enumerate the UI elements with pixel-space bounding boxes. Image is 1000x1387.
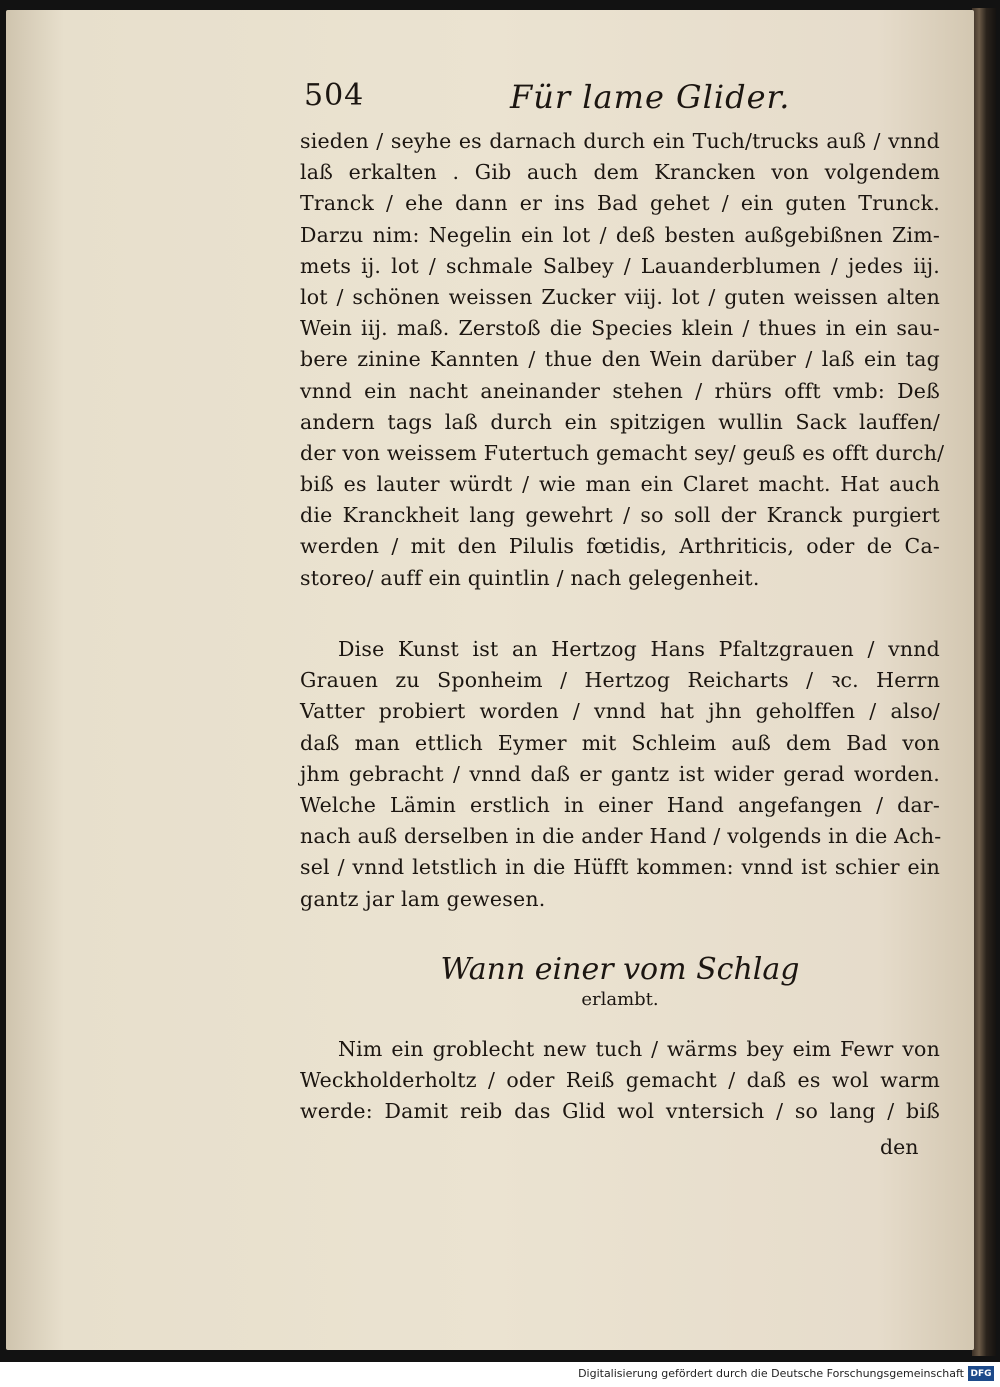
text-line: sel / vnnd letstlich in die Hüfft kommen: vnnd ist schier ein (300, 855, 940, 880)
catchword: den (880, 1135, 919, 1159)
paragraph-2 (300, 634, 940, 915)
text-line: werde: Damit reib das Glid wol vntersich / so lang / biß (300, 1099, 940, 1124)
text-line: Welche Lämin erstlich in einer Hand angefangen / dar- (300, 792, 940, 817)
text-line: der von weissem Futertuch gemacht sey/ geuß es offt durch/ (300, 440, 945, 465)
text-line: bere zinine Kannten / thue den Wein darüber / laß ein tag (300, 347, 940, 372)
page-edge (972, 8, 996, 1356)
section-subheading: erlambt. (581, 989, 659, 1010)
dfg-logo: DFG (968, 1366, 994, 1381)
text-line: Grauen zu Sponheim / Hertzog Reicharts / ꝛc. Herrn (300, 668, 940, 693)
text-line: Weckholderholtz / oder Reiß gemacht / daß es wol warm (300, 1068, 940, 1093)
footer-credit: Digitalisierung gefördert durch die Deutsche Forschungsgemeinschaft (578, 1367, 964, 1380)
text-line: Wein iij. maß. Zerstoß die Species klein / thues in ein sau- (300, 316, 940, 341)
text-line: biß es lauter würdt / wie man ein Claret macht. Hat auch (300, 472, 940, 497)
text-line: lot / schönen weissen Zucker viij. lot / guten weissen alten (300, 284, 940, 309)
text-line: laß erkalten . Gib auch dem Krancken von volgendem (300, 160, 940, 185)
text-line: jhm gebracht / vnnd daß er gantz ist wider gerad worden. (300, 761, 940, 786)
text-line: die Kranckheit lang gewehrt / so soll der Kranck purgiert (300, 503, 940, 528)
page-number: 504 (304, 78, 365, 113)
footer-bar (0, 1362, 1000, 1387)
section-heading: Wann einer vom Schlag (440, 952, 800, 987)
text-line: daß man ettlich Eymer mit Schleim auß dem Bad von (300, 730, 940, 755)
text-line: Nim ein groblecht new tuch / wärms bey eim Fewr von (338, 1037, 940, 1061)
text-line: nach auß derselben in die ander Hand / volgends in die Ach- (300, 824, 942, 849)
text-line: andern tags laß durch ein spitzigen wullin Sack lauffen/ (300, 409, 940, 434)
text-line: storeo/ auff ein quintlin / nach gelegenheit. (300, 565, 760, 590)
text-line: Vatter probiert worden / vnnd hat jhn geholffen / also/ (300, 699, 940, 724)
text-line: Darzu nim: Negelin ein lot / deß besten außgebißnen Zim- (300, 222, 940, 247)
page-header (300, 78, 940, 118)
text-line: werden / mit den Pilulis fœtidis, Arthriticis, oder de Ca- (300, 534, 940, 559)
paragraph-3 (300, 1034, 940, 1128)
paragraph-1 (300, 126, 945, 594)
text-line: Tranck / ehe dann er ins Bad gehet / ein guten Trunck. (300, 191, 940, 216)
text-line: sieden / seyhe es darnach durch ein Tuch/trucks auß / vnnd (300, 129, 940, 153)
text-line: mets ij. lot / schmale Salbey / Lauanderblumen / jedes iij. (300, 253, 940, 278)
text-line: gantz jar lam gewesen. (300, 886, 546, 911)
text-line: vnnd ein nacht aneinander stehen / rhürs offt vmb: Deß (300, 378, 940, 403)
running-title: Für lame Glider. (510, 78, 791, 116)
text-line: Dise Kunst ist an Hertzog Hans Pfaltzgrauen / vnnd (338, 637, 940, 661)
